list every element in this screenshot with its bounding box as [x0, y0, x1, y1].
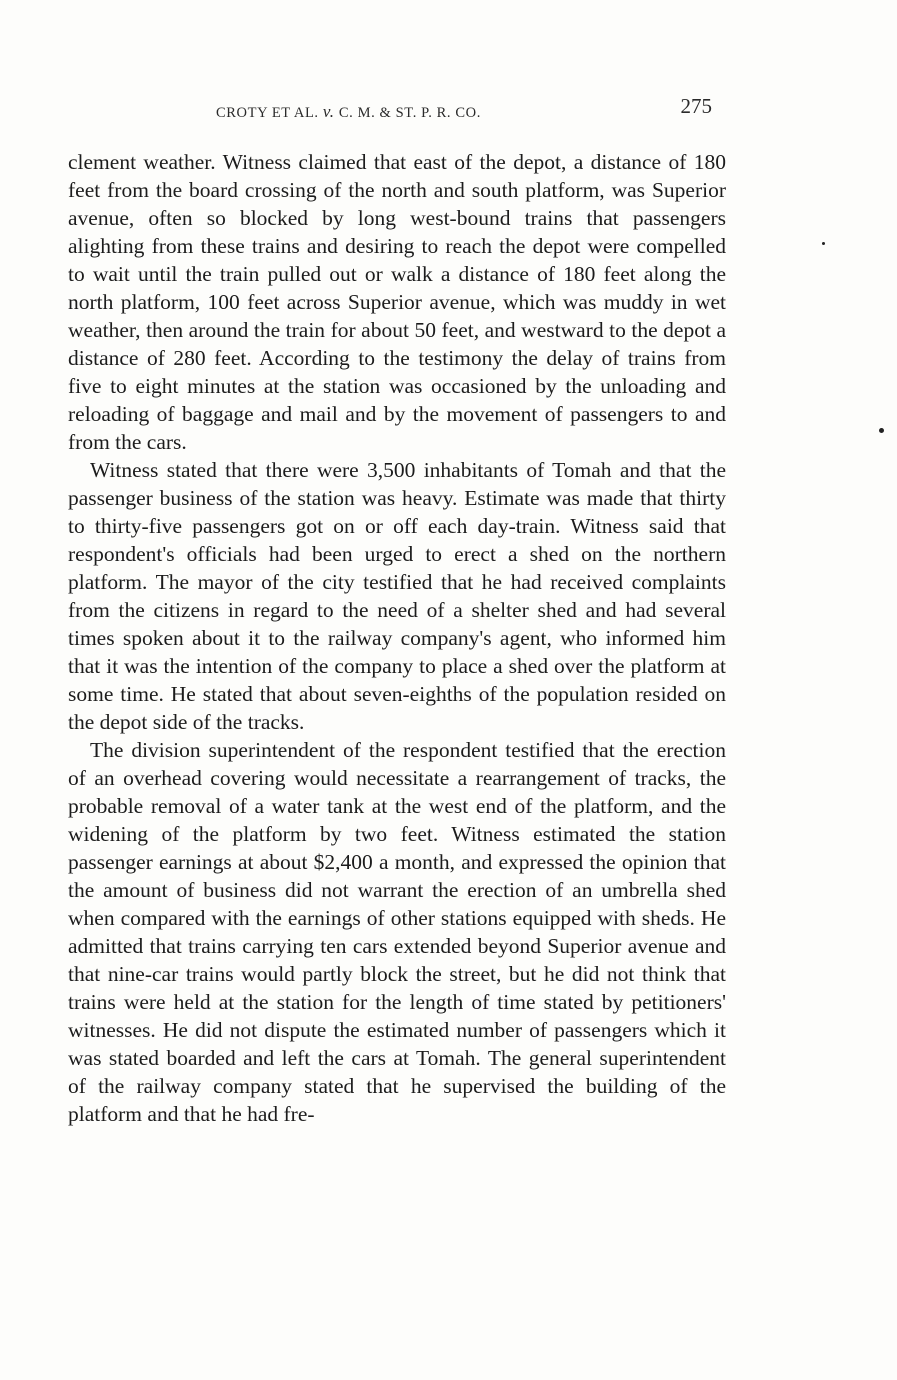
paragraph: The division superintendent of the respondent testified that the erection of an overhead covering would necessitate a rearrangement of tracks, the probable removal of a water tank at the west end of the platform, and the widening of the platform by two feet. Witness estimated the station passenger earnings at about $2,400 a month, and expressed the opinion that the amount of business did not warrant the erection of an umbrella shed when compared with the earnings of other stations equipped with sheds. He admitted that trains carrying ten cars extended beyond Superior avenue and that nine-car trains would partly block the street, but he did not think that trains were held at the station for the length of time stated by petitioners' witnesses. He did not dispute the estimated number of passengers which it was stated boarded and left the cars at Tomah. The general superintendent of the railway company stated that he supervised the building of the platform and that he had fre- [68, 738, 726, 1126]
paragraph-continued: clement weather. Witness claimed that east of the depot, a distance of 180 feet from the board crossing of the north and south platform, was Superior avenue, often so blocked by long west-bound trains that passengers alighting from these trains and desiring to reach the depot were compelled to wait until the train pulled out or walk a distance of 180 feet along the north platform, 100 feet across Superior avenue, which was muddy in wet weather, then around the train for about 50 feet, and westward to the depot a distance of 280 feet. According to the testimony the delay of trains from five to eight minutes at the station was occasioned by the unloading and reloading of baggage and mail and by the movement of passengers to and from the cars. [68, 150, 726, 454]
running-title-respondent: C. M. & ST. P. R. CO. [338, 105, 481, 121]
scan-speck [879, 428, 884, 433]
paragraph: Witness stated that there were 3,500 inhabitants of Tomah and that the passenger business of the station was heavy. Estimate was made that thirty to thirty-five passengers got on or off each day-train. Witness said that respondent's officials had been urged to erect a shed on the northern platform. The mayor of the city testified that he had received complaints from the citizens in regard to the need of a shelter shed and had several times spoken about it to the railway company's agent, who informed him that it was the intention of the company to place a shed over the platform at some time. He stated that about seven-eighths of the population resided on the depot side of the tracks. [68, 458, 726, 734]
running-head [68, 96, 728, 126]
page-number: 275 [680, 94, 712, 118]
running-title [216, 102, 481, 122]
running-title-parties: CROTY ET AL. [216, 105, 319, 121]
body-text [68, 148, 726, 1128]
running-title-versus: v. [322, 102, 335, 121]
scan-speck [822, 242, 825, 245]
